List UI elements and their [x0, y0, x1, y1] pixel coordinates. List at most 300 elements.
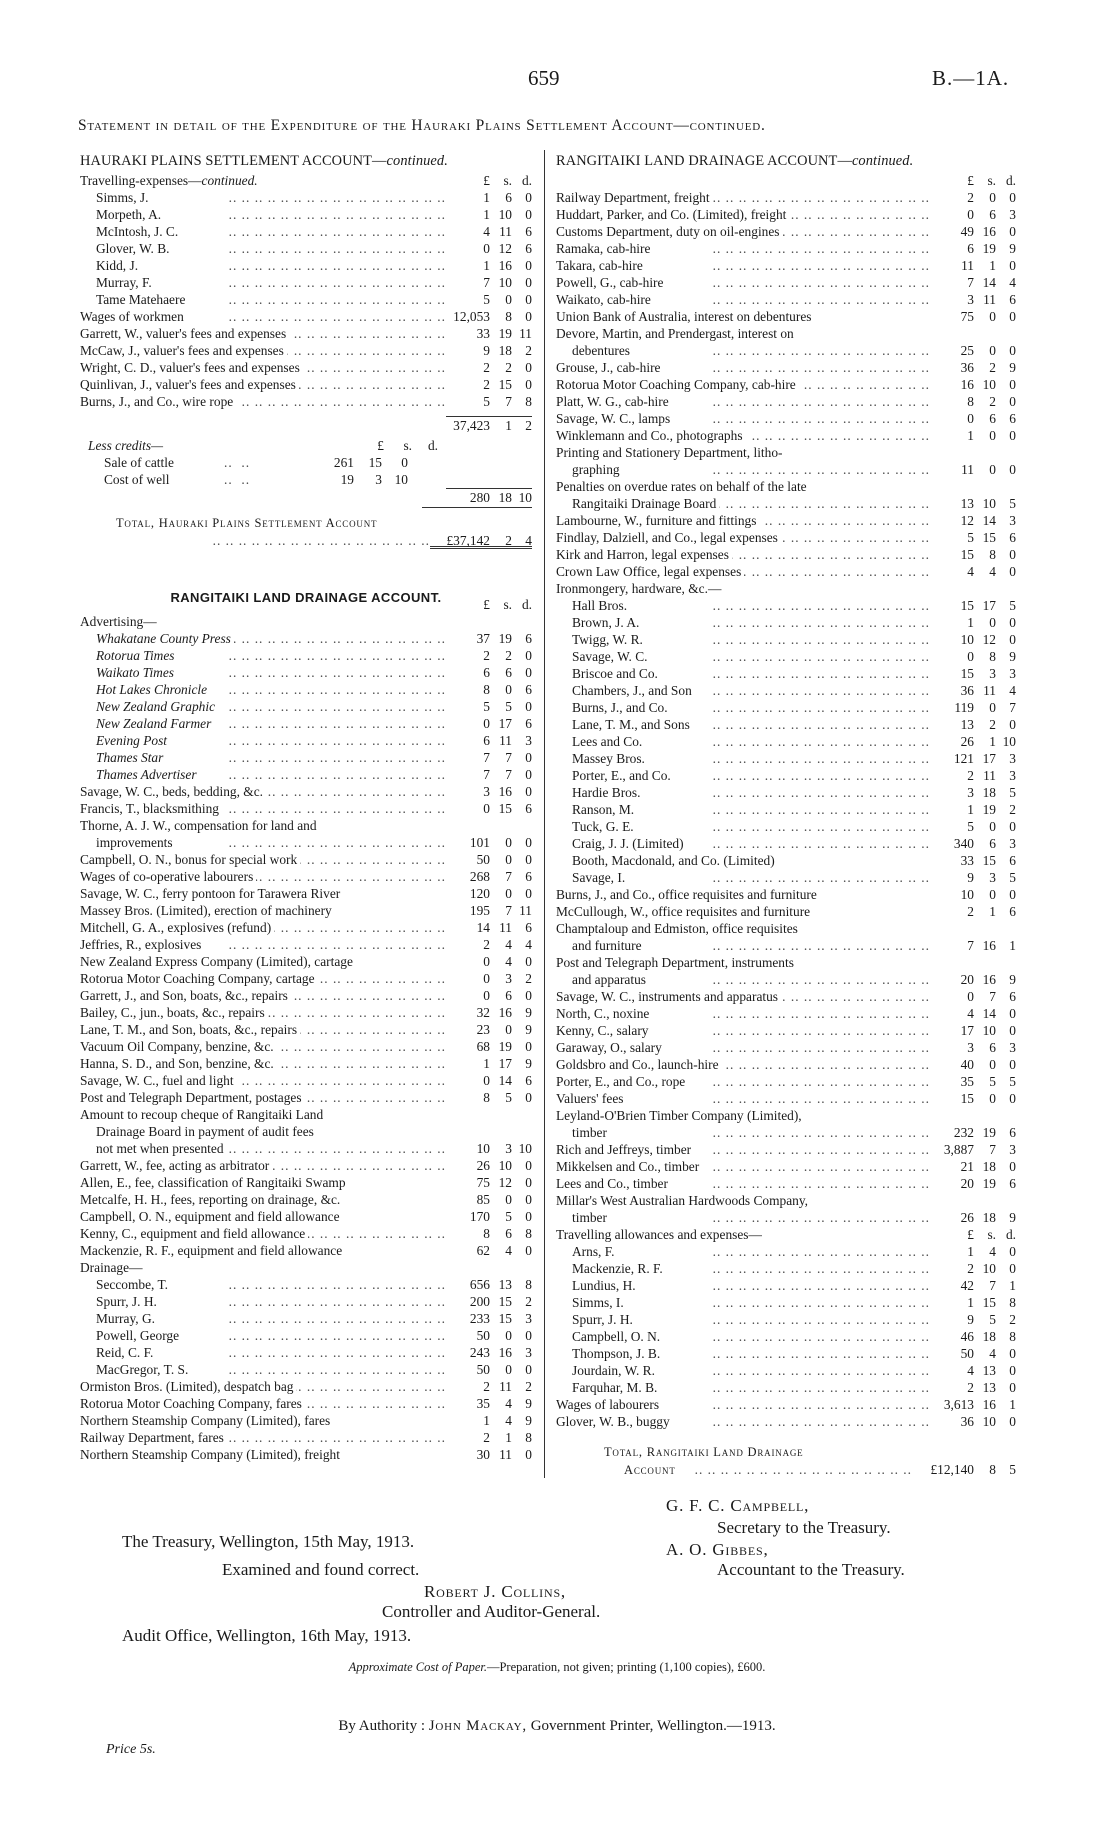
ledger-row — [556, 1073, 1016, 1090]
ledger-row — [556, 597, 1016, 614]
ledger-row — [556, 1328, 1016, 1345]
amount-shillings: 10 — [498, 275, 512, 290]
amount-shillings: 11 — [983, 768, 996, 783]
row-description: Grouse, J., cab-hire — [556, 360, 663, 375]
ledger-row — [80, 1123, 532, 1140]
ledger-row — [556, 359, 1016, 376]
amount-pounds: 0 — [967, 989, 974, 1004]
amount-pence: 0 — [525, 1362, 532, 1377]
row-description: Mackenzie, R. F. — [572, 1261, 666, 1276]
amount-pence — [512, 1106, 532, 1123]
amount-pounds: 340 — [953, 836, 974, 851]
row-description: Waikato Times — [96, 665, 177, 680]
row-description: Morpeth, A. — [96, 207, 164, 222]
amount-pence: 0 — [525, 1158, 532, 1173]
amount-shillings: 11 — [499, 1447, 512, 1462]
amount-shillings: 19 — [982, 241, 996, 256]
amount-shillings: 11 — [499, 1379, 512, 1394]
document-code: B.—1A. — [932, 66, 1010, 90]
row-description: Ormiston Bros. (Limited), despatch bag — [80, 1379, 296, 1394]
ledger-row — [80, 359, 532, 376]
amount-shillings: 7 — [505, 394, 512, 409]
ledger-row — [80, 1208, 532, 1225]
amount-pence: 0 — [1009, 1414, 1016, 1429]
row-description: Chambers, J., and Son — [572, 683, 695, 698]
ledger-row — [80, 1361, 532, 1378]
amount-pence: 8 — [525, 1277, 532, 1292]
amount-pounds: 12,053 — [453, 309, 490, 324]
amount-shillings: 5 — [505, 699, 512, 714]
amount-pence: 6 — [1009, 530, 1016, 545]
ledger-row — [80, 1412, 532, 1429]
row-description: Tame Matehaere — [96, 292, 188, 307]
ledger-row — [556, 903, 1016, 920]
amount-pence: 0 — [1009, 258, 1016, 273]
amount-pence: 1 — [1009, 1278, 1016, 1293]
treasury-place-date: The Treasury, Wellington, 15th May, 1913. — [122, 1532, 415, 1551]
amount-pounds: 75 — [960, 309, 974, 324]
row-description: Savage, W. C., beds, bedding, &c. — [80, 784, 266, 799]
ledger-row — [556, 308, 1016, 325]
amount-pence: 3 — [525, 1311, 532, 1326]
ledger-row — [80, 936, 532, 953]
row-description: Union Bank of Australia, interest on debentures — [556, 309, 814, 324]
ledger-row — [80, 223, 532, 240]
row-description: Quinlivan, J., valuer's fees and expenses — [80, 377, 299, 392]
amount-pence — [996, 1107, 1016, 1124]
ledger-row — [80, 715, 532, 732]
amount-shillings: 12 — [982, 632, 996, 647]
amount-pence: 8 — [1009, 1295, 1016, 1310]
ledger-row — [80, 1242, 532, 1259]
ledger-row — [80, 800, 532, 817]
amount-shillings: 0 — [989, 700, 996, 715]
row-description: Craig, J. J. (Limited) — [572, 836, 687, 851]
amount-pence: 7 — [1009, 700, 1016, 715]
amount-pence: 0 — [1009, 717, 1016, 732]
row-description: improvements — [96, 835, 176, 850]
row-description: New Zealand Farmer — [96, 716, 214, 731]
amount-pounds: 46 — [960, 1329, 974, 1344]
amount-pounds: 0 — [967, 411, 974, 426]
amount-shillings: 19 — [982, 1125, 996, 1140]
ledger-row — [556, 1039, 1016, 1056]
amount-pence: 3 — [525, 733, 532, 748]
amount-shillings: 3 — [505, 1141, 512, 1156]
credit-row — [80, 471, 532, 488]
ledger-row — [80, 902, 532, 919]
ledger-row — [80, 868, 532, 885]
ledger-row — [80, 1395, 532, 1412]
ledger-row — [556, 937, 1016, 954]
credits-shillings-head: s. — [403, 438, 412, 453]
row-description: Glover, W. B. — [96, 241, 172, 256]
ledger-row — [556, 801, 1016, 818]
ledger-row — [80, 1225, 532, 1242]
amount-pounds: 8 — [483, 1090, 490, 1105]
amount-shillings: 6 — [505, 665, 512, 680]
amount-shillings: 7 — [505, 903, 512, 918]
row-description: Northern Steamship Company (Limited), freight — [80, 1447, 343, 1462]
amount-shillings: 0 — [989, 1057, 996, 1072]
amount-pence: 0 — [1009, 1159, 1016, 1174]
ledger-row — [556, 886, 1016, 903]
hauraki-subtotal — [80, 416, 532, 433]
row-description: Whakatane County Press — [96, 631, 234, 646]
amount-shillings: 6 — [989, 836, 996, 851]
amount-pounds: 26 — [960, 734, 974, 749]
amount-shillings — [974, 920, 996, 937]
row-description: Findlay, Dalziell, and Co., legal expenses — [556, 530, 781, 545]
amount-pence: 2 — [525, 1294, 532, 1309]
amount-shillings: 6 — [505, 988, 512, 1003]
row-description: Massey Bros. (Limited), erection of machinery — [80, 903, 335, 918]
amount-pounds: 30 — [476, 1447, 490, 1462]
amount-pence: 0 — [525, 207, 532, 222]
amount-pence — [996, 580, 1016, 597]
row-description: Kenny, C., salary — [556, 1023, 651, 1038]
amount-shillings: 16 — [982, 1397, 996, 1412]
amount-pence: 0 — [1009, 1380, 1016, 1395]
amount-shillings: 11 — [499, 733, 512, 748]
row-description: Mackenzie, R. F., equipment and field allowance — [80, 1243, 345, 1258]
ledger-row — [556, 223, 1016, 240]
row-description: Seccombe, T. — [96, 1277, 171, 1292]
amount-pounds: 0 — [483, 988, 490, 1003]
amount-shillings: 11 — [983, 292, 996, 307]
amount-pounds: 26 — [960, 1210, 974, 1225]
amount-shillings: 17 — [498, 716, 512, 731]
amount-shillings: 0 — [989, 343, 996, 358]
amount-shillings: 18 — [982, 785, 996, 800]
row-description: Crown Law Office, legal expenses — [556, 564, 744, 579]
right-currency-shillings: s. — [987, 173, 996, 188]
ledger-row — [80, 1276, 532, 1293]
amount-pence — [996, 325, 1016, 342]
amount-pounds: 35 — [960, 1074, 974, 1089]
amount-pounds: 1 — [483, 1413, 490, 1428]
amount-pence: 3 — [1009, 666, 1016, 681]
amount-shillings — [490, 817, 512, 834]
ledger-row — [556, 1107, 1016, 1124]
row-description: Kidd, J. — [96, 258, 141, 273]
amount-pence: 0 — [525, 648, 532, 663]
row-description: not met when presented — [96, 1141, 227, 1156]
amount-shillings: 0 — [989, 190, 996, 205]
amount-pence: 0 — [1009, 887, 1016, 902]
row-description: Hardie Bros. — [572, 785, 643, 800]
ledger-row — [556, 852, 1016, 869]
row-description: Bailey, C., jun., boats, &c., repairs — [80, 1005, 268, 1020]
rangitaiki-total-pounds: £12,140 — [930, 1462, 974, 1477]
amount-pounds: 35 — [476, 1396, 490, 1411]
amount-pounds: 11 — [961, 462, 974, 477]
credits-pounds-head: £ — [377, 438, 384, 453]
ledger-row — [556, 546, 1016, 563]
amount-pounds: 4 — [967, 564, 974, 579]
amount-pounds: 5 — [483, 292, 490, 307]
amount-pence: 0 — [525, 784, 532, 799]
ledger-row — [556, 733, 1016, 750]
amount-pence: 0 — [525, 360, 532, 375]
row-description: Valuers' fees — [556, 1091, 626, 1106]
amount-pence: 8 — [525, 1430, 532, 1445]
ledger-row — [80, 1004, 532, 1021]
amount-pence: d. — [1005, 1227, 1016, 1242]
row-description: timber — [572, 1125, 610, 1140]
amount-shillings: 2 — [989, 360, 996, 375]
amount-pounds — [930, 580, 974, 597]
row-description: Savage, W. C. — [572, 649, 651, 664]
row-description: Tuck, G. E. — [572, 819, 637, 834]
credit-row — [80, 454, 532, 471]
signatory-campbell-role: Secretary to the Treasury. — [717, 1518, 891, 1537]
amount-pounds: 2 — [967, 904, 974, 919]
row-description: Lees and Co. — [572, 734, 645, 749]
ledger-row — [80, 1446, 532, 1463]
credits-total-pounds: 280 — [469, 490, 490, 505]
ledger-row — [556, 699, 1016, 716]
amount-pounds: 8 — [483, 1226, 490, 1241]
amount-pence: 3 — [1009, 513, 1016, 528]
amount-pounds: 3,887 — [943, 1142, 974, 1157]
amount-shillings: 7 — [989, 1278, 996, 1293]
amount-pounds: 16 — [960, 377, 974, 392]
amount-shillings: 11 — [499, 920, 512, 935]
amount-pence: 0 — [525, 1209, 532, 1224]
ledger-row — [80, 783, 532, 800]
amount-shillings: 16 — [982, 224, 996, 239]
left-column — [80, 150, 532, 1463]
row-description: Hot Lakes Chronicle — [96, 682, 210, 697]
amount-shillings: 2 — [989, 394, 996, 409]
ledger-row — [80, 274, 532, 291]
amount-pounds: 2 — [483, 377, 490, 392]
row-description: Lees and Co., timber — [556, 1176, 671, 1191]
row-description: McIntosh, J. C. — [96, 224, 181, 239]
amount-shillings: 19 — [498, 326, 512, 341]
ledger-row — [556, 750, 1016, 767]
amount-pence: 0 — [1009, 190, 1016, 205]
amount-shillings: 16 — [498, 784, 512, 799]
ledger-row — [556, 767, 1016, 784]
subtotal-pounds: 37,423 — [453, 418, 490, 433]
row-description: Platt, W. G., cab-hire — [556, 394, 672, 409]
row-description: Brown, J. A. — [572, 615, 642, 630]
row-description: Mikkelsen and Co., timber — [556, 1159, 702, 1174]
amount-pounds: 21 — [960, 1159, 974, 1174]
rangitaiki-currency-head — [80, 596, 532, 613]
amount-pounds: 5 — [483, 394, 490, 409]
row-description: Champtaloup and Edmiston, office requisites — [556, 921, 801, 936]
row-description: Wages of workmen — [80, 309, 187, 324]
amount-pence: 6 — [525, 682, 532, 697]
hauraki-rows — [80, 189, 532, 410]
amount-shillings: 18 — [982, 1329, 996, 1344]
ledger-row — [80, 681, 532, 698]
amount-pence: 0 — [525, 750, 532, 765]
ledger-row — [80, 1378, 532, 1395]
credit-leader: .. .. — [224, 472, 251, 487]
amount-pounds: 4 — [967, 1006, 974, 1021]
amount-pence: 0 — [525, 377, 532, 392]
ledger-row — [556, 240, 1016, 257]
amount-pence: 0 — [1009, 632, 1016, 647]
amount-shillings: 18 — [982, 1159, 996, 1174]
ledger-row — [80, 1157, 532, 1174]
ledger-row — [80, 664, 532, 681]
amount-pence: 6 — [1009, 904, 1016, 919]
amount-pounds: 25 — [960, 343, 974, 358]
rangitaiki-total-pence: 5 — [1009, 1462, 1016, 1477]
amount-pence: 3 — [1009, 768, 1016, 783]
amount-pounds: 5 — [967, 819, 974, 834]
ledger-row — [556, 206, 1016, 223]
amount-pence: 0 — [1009, 1363, 1016, 1378]
row-description: debentures — [572, 343, 633, 358]
amount-pounds: 14 — [476, 920, 490, 935]
amount-pence: 0 — [525, 258, 532, 273]
amount-pounds — [446, 1106, 490, 1123]
amount-pounds: 8 — [483, 682, 490, 697]
row-description: Rich and Jeffreys, timber — [556, 1142, 694, 1157]
row-description: Advertising— — [80, 614, 160, 629]
amount-shillings: 14 — [498, 1073, 512, 1088]
signatory-collins: Robert J. Collins, — [424, 1582, 566, 1601]
amount-pence: 6 — [525, 631, 532, 646]
paper-cost-label: Approximate Cost of Paper. — [348, 1660, 487, 1674]
amount-pounds: 33 — [960, 853, 974, 868]
right-heading-main: RANGITAIKI LAND DRAINAGE ACCOUNT— — [556, 153, 852, 169]
ledger-row — [556, 1124, 1016, 1141]
credit-pounds: 261 — [333, 455, 354, 470]
row-description: Ramaka, cab-hire — [556, 241, 653, 256]
row-description: Savage, W. C., instruments and apparatus — [556, 989, 781, 1004]
row-description: MacGregor, T. S. — [96, 1362, 191, 1377]
ledger-row — [556, 257, 1016, 274]
row-description: Lane, T. M., and Sons — [572, 717, 693, 732]
amount-pence: 0 — [1009, 377, 1016, 392]
ledger-row — [80, 206, 532, 223]
amount-pounds: 2 — [967, 1261, 974, 1276]
ledger-row — [556, 1243, 1016, 1260]
amount-shillings: 16 — [498, 1005, 512, 1020]
amount-pounds: 10 — [476, 1141, 490, 1156]
amount-pounds: 1 — [483, 1056, 490, 1071]
amount-pounds: 12 — [960, 513, 974, 528]
amount-pence: 3 — [1009, 207, 1016, 222]
amount-pounds: 1 — [967, 615, 974, 630]
amount-pounds: 243 — [469, 1345, 490, 1360]
amount-shillings: 0 — [505, 682, 512, 697]
row-description: Thames Advertiser — [96, 767, 200, 782]
amount-pence: 3 — [525, 1345, 532, 1360]
amount-shillings: 17 — [982, 598, 996, 613]
ledger-row — [556, 512, 1016, 529]
ledger-row — [556, 444, 1016, 461]
amount-pence: 0 — [525, 309, 532, 324]
r-currency-shillings: s. — [503, 597, 512, 612]
amount-pounds: 17 — [960, 1023, 974, 1038]
amount-shillings — [974, 1107, 996, 1124]
amount-pounds: 1 — [483, 190, 490, 205]
amount-pounds: 15 — [960, 1091, 974, 1106]
amount-pence: 6 — [1009, 1176, 1016, 1191]
hauraki-total-label: Total, Hauraki Plains Settlement Account — [116, 516, 378, 530]
right-currency-head — [556, 172, 1016, 189]
amount-shillings: 14 — [982, 275, 996, 290]
row-description: Drainage Board in payment of audit fees — [96, 1124, 317, 1139]
amount-pounds: 6 — [483, 733, 490, 748]
row-description: New Zealand Graphic — [96, 699, 218, 714]
ledger-row — [80, 189, 532, 206]
amount-pounds: 32 — [476, 1005, 490, 1020]
row-description: Thompson, J. B. — [572, 1346, 663, 1361]
page-number: 659 — [528, 66, 560, 90]
amount-pounds — [930, 1107, 974, 1124]
row-description: Rotorua Motor Coaching Company, cartage — [80, 971, 318, 986]
ledger-row — [556, 835, 1016, 852]
row-description: Rangitaiki Drainage Board — [572, 496, 719, 511]
amount-shillings: s. — [987, 1227, 996, 1242]
amount-pounds: 0 — [483, 1073, 490, 1088]
amount-shillings: 6 — [505, 190, 512, 205]
row-description: Vacuum Oil Company, benzine, &c. — [80, 1039, 277, 1054]
row-description: Briscoe and Co. — [572, 666, 661, 681]
amount-pounds: 9 — [967, 870, 974, 885]
ledger-row — [556, 1379, 1016, 1396]
amount-pence: 0 — [525, 886, 532, 901]
amount-pence: 0 — [1009, 819, 1016, 834]
signatory-campbell: G. F. C. Campbell, — [666, 1496, 810, 1515]
ledger-row — [80, 834, 532, 851]
rangitaiki-total — [556, 1461, 1016, 1478]
amount-shillings — [974, 1192, 996, 1209]
ledger-row — [556, 1294, 1016, 1311]
ledger-row — [80, 325, 532, 342]
amount-pounds: 40 — [960, 1057, 974, 1072]
ledger-row — [556, 1413, 1016, 1430]
amount-pence: 0 — [1009, 1006, 1016, 1021]
amount-shillings — [490, 1106, 512, 1123]
amount-pence: 0 — [1009, 462, 1016, 477]
row-description: Simms, J. — [96, 190, 151, 205]
amount-shillings: 6 — [505, 1226, 512, 1241]
amount-pence: 0 — [525, 954, 532, 969]
amount-shillings: 8 — [989, 547, 996, 562]
left-column-heading — [80, 150, 532, 172]
amount-shillings: 15 — [982, 1295, 996, 1310]
amount-pence — [512, 1123, 532, 1140]
ledger-row — [80, 1106, 532, 1123]
row-description: Wages of co-operative labourers — [80, 869, 256, 884]
row-description: Lane, T. M., and Son, boats, &c., repairs — [80, 1022, 300, 1037]
amount-pounds: 36 — [960, 683, 974, 698]
amount-shillings: 2 — [505, 648, 512, 663]
ledger-row — [80, 817, 532, 834]
row-description: Winklemann and Co., photographs — [556, 428, 746, 443]
ledger-row — [556, 818, 1016, 835]
row-description: Savage, I. — [572, 870, 628, 885]
amount-pence: 0 — [525, 1192, 532, 1207]
credit-shillings: 3 — [375, 472, 382, 487]
ledger-row — [556, 971, 1016, 988]
right-column-heading — [556, 150, 1016, 172]
amount-shillings: 0 — [505, 886, 512, 901]
amount-pence: 9 — [525, 1022, 532, 1037]
amount-shillings: 10 — [982, 377, 996, 392]
ledger-row — [556, 648, 1016, 665]
